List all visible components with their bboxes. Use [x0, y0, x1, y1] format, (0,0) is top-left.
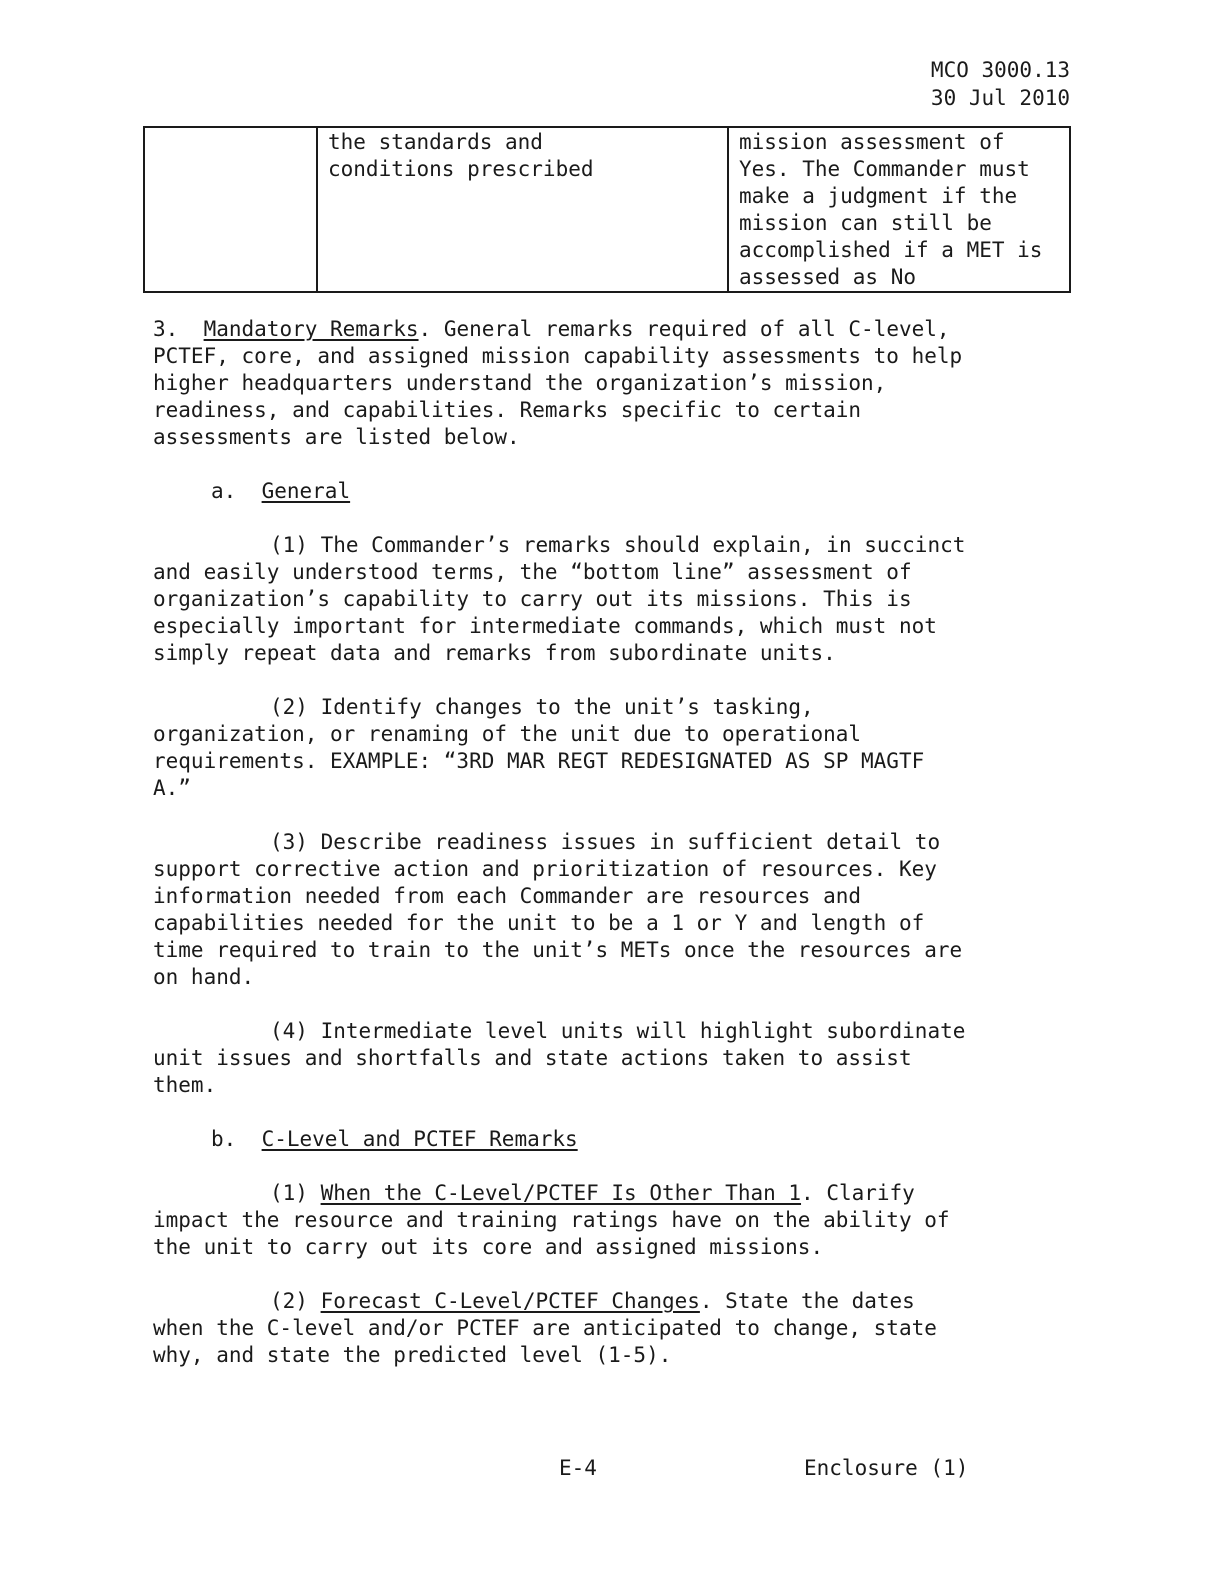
subsection-b-title: C-Level and PCTEF Remarks [261, 1127, 578, 1151]
section-3-title: Mandatory Remarks [203, 317, 419, 341]
subsection-b-item-1: (1) When the C-Level/PCTEF Is Other Than 1. Clarify impact the resource and training ratings have on the ability of the unit to carry out its core and assigned missions. [153, 1181, 950, 1259]
table-row [144, 127, 1070, 292]
document-header [931, 56, 1070, 112]
table-cell-empty [144, 127, 317, 292]
table-cell-conditions: the standards and conditions prescribed [317, 127, 728, 292]
subsection-b-item-2-title: Forecast C-Level/PCTEF Changes [320, 1289, 700, 1313]
continuation-table [143, 126, 1071, 293]
enclosure-label: Enclosure (1) [804, 1456, 969, 1480]
document-body [153, 316, 1083, 1369]
subsection-a-title: General [261, 479, 351, 503]
subsection-a-item-4: (4) Intermediate level units will highlight subordinate unit issues and shortfalls and state actions taken to assist them. [153, 1019, 966, 1097]
table-cell-assessment: mission assessment of Yes. The Commander must make a judgment if the mission can still be accomplished if a MET is assessed as No [728, 127, 1070, 292]
subsection-a-item-1: (1) The Commander’s remarks should explain, in succinct and easily understood terms, the “bottom line” assessment of organization’s capability to carry out its missions. This is especially important for intermediate commands, which must not simply repeat data and remarks from subordinate units. [153, 533, 966, 665]
doc-date: 30 Jul 2010 [930, 86, 1070, 110]
doc-id: MCO 3000.13 [930, 58, 1070, 82]
page-number: E-4 [559, 1456, 597, 1480]
subsection-a-item-3: (3) Describe readiness issues in sufficient detail to support corrective action and prioritization of resources. Key information needed from each Commander are resources and capabilities needed for the unit to be a 1 or Y and length of time required to train to the unit’s METs once the resources are on hand. [153, 830, 963, 989]
subsection-a-heading: a. General [211, 479, 351, 503]
subsection-a-item-2: (2) Identify changes to the unit’s tasking, organization, or renaming of the unit due to operational requirements. EXAMPLE: “3RD MAR REGT REDESIGNATED AS SP MAGTF A.” [153, 695, 925, 800]
subsection-b-heading: b. C-Level and PCTEF Remarks [211, 1127, 578, 1151]
subsection-b-item-2: (2) Forecast C-Level/PCTEF Changes. State the dates when the C-level and/or PCTEF are anticipated to change, state why, and state the predicted level (1-5). [153, 1289, 937, 1367]
subsection-b-item-1-title: When the C-Level/PCTEF Is Other Than 1 [320, 1181, 802, 1205]
section-3-paragraph: 3. Mandatory Remarks. General remarks required of all C-level, PCTEF, core, and assigned mission capability assessments to help higher headquarters understand the organization’s mission, readiness, and capabilities. Remarks specific to certain assessments are listed below. [153, 317, 963, 449]
